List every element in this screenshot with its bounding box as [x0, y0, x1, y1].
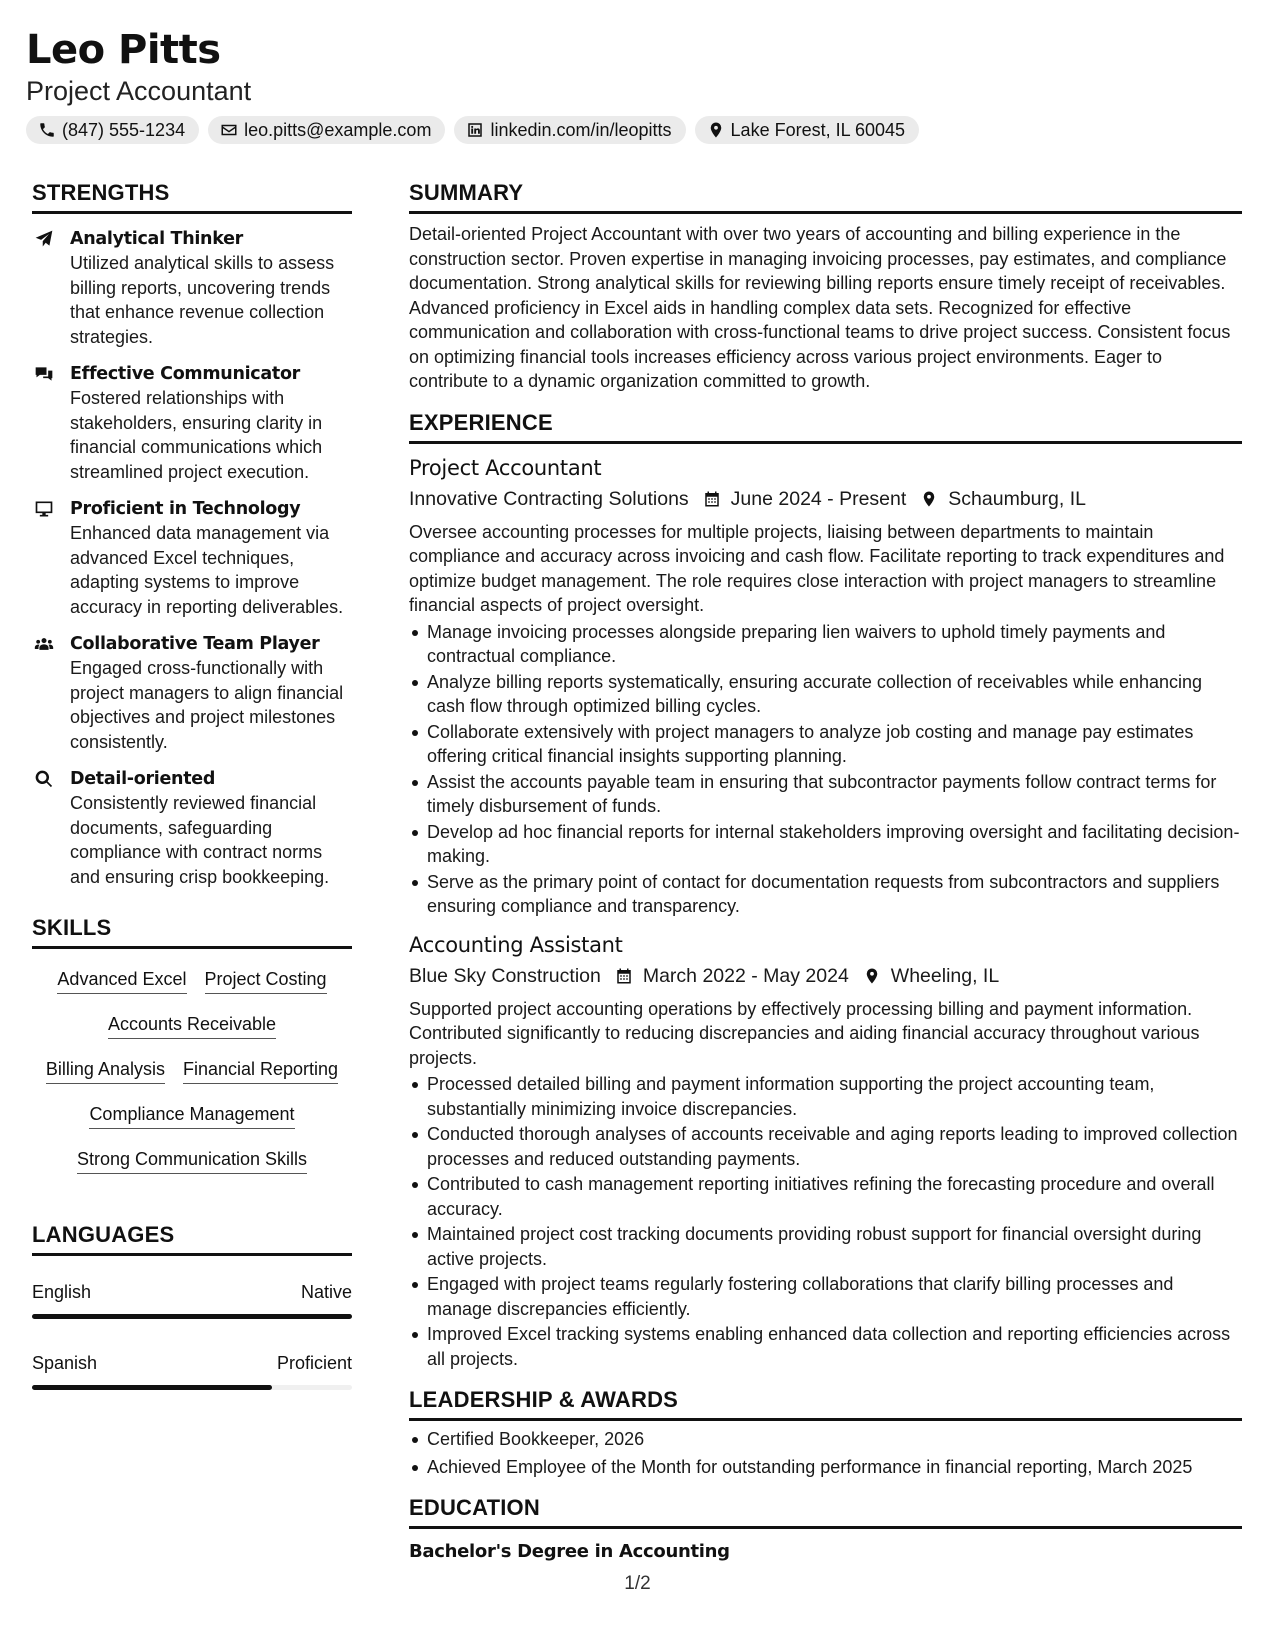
- job-bullets: [409, 1072, 1242, 1371]
- language-item: [32, 1280, 352, 1319]
- job-bullet: Engaged with project teams regularly fostering collaborations that clarify billing processes and manage discrepancies efficiently.: [409, 1272, 1242, 1321]
- calendar-icon: [615, 967, 633, 985]
- map-pin-icon: [863, 967, 881, 985]
- job-bullet: Collaborate extensively with project managers to analyze job costing and manage pay estimates offering critical financial insights supporting planning.: [409, 720, 1242, 769]
- strength-title: Proficient in Technology: [70, 499, 301, 519]
- summary-heading: SUMMARY: [409, 178, 1242, 214]
- contact-linkedin[interactable]: [454, 116, 685, 144]
- job-bullets: [409, 620, 1242, 919]
- job-bullet: Processed detailed billing and payment information supporting the project accounting team, substantially minimizing invoice discrepancies.: [409, 1072, 1242, 1121]
- contact-phone-text: (847) 555-1234: [62, 119, 186, 140]
- job-bullet: Conducted thorough analyses of accounts receivable and aging reports leading to improved collection processes and reduced outstanding payments.: [409, 1122, 1242, 1171]
- awards-heading: LEADERSHIP & AWARDS: [409, 1385, 1242, 1421]
- users-icon: [34, 634, 54, 654]
- job-entry: [409, 454, 1242, 919]
- map-pin-icon: [920, 490, 938, 508]
- contact-email[interactable]: [208, 116, 445, 144]
- job-description: Oversee accounting processes for multiple projects, liaising between departments to maintain compliance and accuracy across invoicing and cash flow. Facilitate reporting to track expenditures and optimize budget management. The role requires close interaction with project managers to streamline financial aspects of project oversight.: [409, 521, 1225, 615]
- contact-location: [695, 116, 919, 144]
- job-bullet: Maintained project cost tracking documents providing robust support for financial oversight during active projects.: [409, 1222, 1242, 1271]
- skill-tag: Strong Communication Skills: [77, 1147, 307, 1174]
- job-title: Accounting Assistant: [409, 932, 623, 957]
- language-bar: [32, 1314, 352, 1319]
- language-bar: [32, 1385, 352, 1390]
- job-bullet: Analyze billing reports systematically, ensuring accurate collection of receivables while enhancing cash flow through optimized billing cycles.: [409, 670, 1242, 719]
- monitor-icon: [34, 499, 54, 519]
- strengths-heading: STRENGTHS: [32, 178, 352, 214]
- job-description: Supported project accounting operations by effectively processing billing and payment information. Contributed significantly to reducing discrepancies and aiding financial accuracy throughout various projects.: [409, 998, 1200, 1068]
- candidate-name: Leo Pitts: [26, 27, 221, 73]
- language-level: Native: [300, 1282, 352, 1302]
- strength-item: [32, 362, 352, 484]
- awards-list: [409, 1427, 1242, 1479]
- contact-linkedin-text: linkedin.com/in/leopitts: [490, 119, 672, 140]
- skill-tag: Billing Analysis: [46, 1057, 165, 1084]
- strength-desc: Enhanced data management via advanced Excel techniques, adapting systems to improve accuracy in reporting deliverables.: [70, 523, 344, 617]
- language-bar-fill: [32, 1314, 352, 1319]
- job-bullet: Develop ad hoc financial reports for internal stakeholders improving oversight and facilitating decision-making.: [409, 820, 1242, 869]
- job-dates: March 2022 - May 2024: [642, 964, 849, 987]
- experience-heading: EXPERIENCE: [409, 408, 1242, 444]
- skill-tag: Accounts Receivable: [108, 1012, 276, 1039]
- paper-plane-icon: [34, 229, 54, 249]
- candidate-role: Project Accountant: [26, 76, 252, 106]
- contact-phone[interactable]: [26, 116, 199, 144]
- languages-heading: LANGUAGES: [32, 1220, 352, 1256]
- award-item: Achieved Employee of the Month for outstanding performance in financial reporting, March 2025: [409, 1455, 1242, 1480]
- strength-desc: Consistently reviewed financial documents, safeguarding compliance with contract norms and ensuring crisp bookkeeping.: [70, 793, 330, 887]
- strength-title: Analytical Thinker: [70, 229, 243, 249]
- language-name: Spanish: [32, 1353, 98, 1373]
- job-entry: [409, 931, 1242, 1372]
- job-bullet: Improved Excel tracking systems enabling enhanced data collection and reporting efficiencies across all projects.: [409, 1322, 1242, 1371]
- left-column: [32, 178, 352, 1390]
- strength-item: [32, 227, 352, 349]
- language-bar-fill: [32, 1385, 272, 1390]
- skills-list: [32, 967, 352, 1174]
- job-company: Blue Sky Construction: [409, 964, 601, 987]
- strength-desc: Fostered relationships with stakeholders, ensuring clarity in financial communications which streamlined project execution.: [70, 388, 323, 482]
- skill-tag: Advanced Excel: [57, 967, 186, 994]
- job-company: Innovative Contracting Solutions: [409, 487, 689, 510]
- strength-item: [32, 632, 352, 754]
- strength-item: [32, 767, 352, 889]
- contact-location-text: Lake Forest, IL 60045: [730, 119, 905, 140]
- summary-text: Detail-oriented Project Accountant with over two years of accounting and billing experience in the construction sector. Proven expertise in managing invoicing processes, pay estimates, and compliance documentation. Strong analytical skills for reviewing billing reports ensure timely receipt of receivables. Advanced proficiency in Excel aids in handling complex data sets. Recognized for effective communication and collaboration with cross-functional teams to drive project success. Consistent focus on optimizing financial tools increases efficiency across various project environments. Eager to contribute to a dynamic organization committed to growth.: [409, 224, 1231, 391]
- skill-tag: Project Costing: [205, 967, 327, 994]
- strength-desc: Utilized analytical skills to assess billing reports, uncovering trends that enhance revenue collection strategies.: [70, 253, 335, 347]
- right-column: [409, 178, 1242, 1565]
- job-bullet: Assist the accounts payable team in ensuring that subcontractor payments follow contract terms for timely disbursement of funds.: [409, 770, 1242, 819]
- job-location: Wheeling, IL: [890, 964, 1000, 987]
- magnifier-icon: [34, 769, 54, 789]
- education-degree: Bachelor's Degree in Accounting: [409, 1541, 730, 1562]
- job-bullet: Manage invoicing processes alongside preparing lien waivers to uphold timely payments and contractual compliance.: [409, 620, 1242, 669]
- strength-title: Collaborative Team Player: [70, 634, 320, 654]
- strength-title: Detail-oriented: [70, 769, 216, 789]
- language-name: English: [32, 1282, 92, 1302]
- resume-header: [26, 26, 1246, 144]
- job-bullet: Serve as the primary point of contact for documentation requests from subcontractors and suppliers ensuring compliance and transparency.: [409, 870, 1242, 919]
- contact-bar: [26, 116, 1246, 144]
- linkedin-icon: [466, 121, 484, 139]
- education-heading: EDUCATION: [409, 1493, 1242, 1529]
- envelope-icon: [220, 121, 238, 139]
- page-number: 1/2: [624, 1573, 651, 1594]
- strength-item: [32, 497, 352, 619]
- map-pin-icon: [707, 121, 725, 139]
- job-dates: June 2024 - Present: [730, 487, 907, 510]
- skill-tag: Financial Reporting: [183, 1057, 338, 1084]
- calendar-icon: [703, 490, 721, 508]
- skills-heading: SKILLS: [32, 913, 352, 949]
- job-bullet: Contributed to cash management reporting initiatives refining the forecasting procedure and overall accuracy.: [409, 1172, 1242, 1221]
- language-item: [32, 1351, 352, 1390]
- chat-bubbles-icon: [34, 364, 54, 384]
- strength-desc: Engaged cross-functionally with project managers to align financial objectives and project milestones consistently.: [70, 658, 344, 752]
- skill-tag: Compliance Management: [89, 1102, 294, 1129]
- language-level: Proficient: [276, 1353, 352, 1373]
- job-location: Schaumburg, IL: [948, 487, 1086, 510]
- phone-icon: [38, 121, 56, 139]
- strength-title: Effective Communicator: [70, 364, 301, 384]
- job-title: Project Accountant: [409, 455, 602, 480]
- contact-email-text: leo.pitts@example.com: [244, 119, 432, 140]
- award-item: Certified Bookkeeper, 2026: [409, 1427, 1242, 1452]
